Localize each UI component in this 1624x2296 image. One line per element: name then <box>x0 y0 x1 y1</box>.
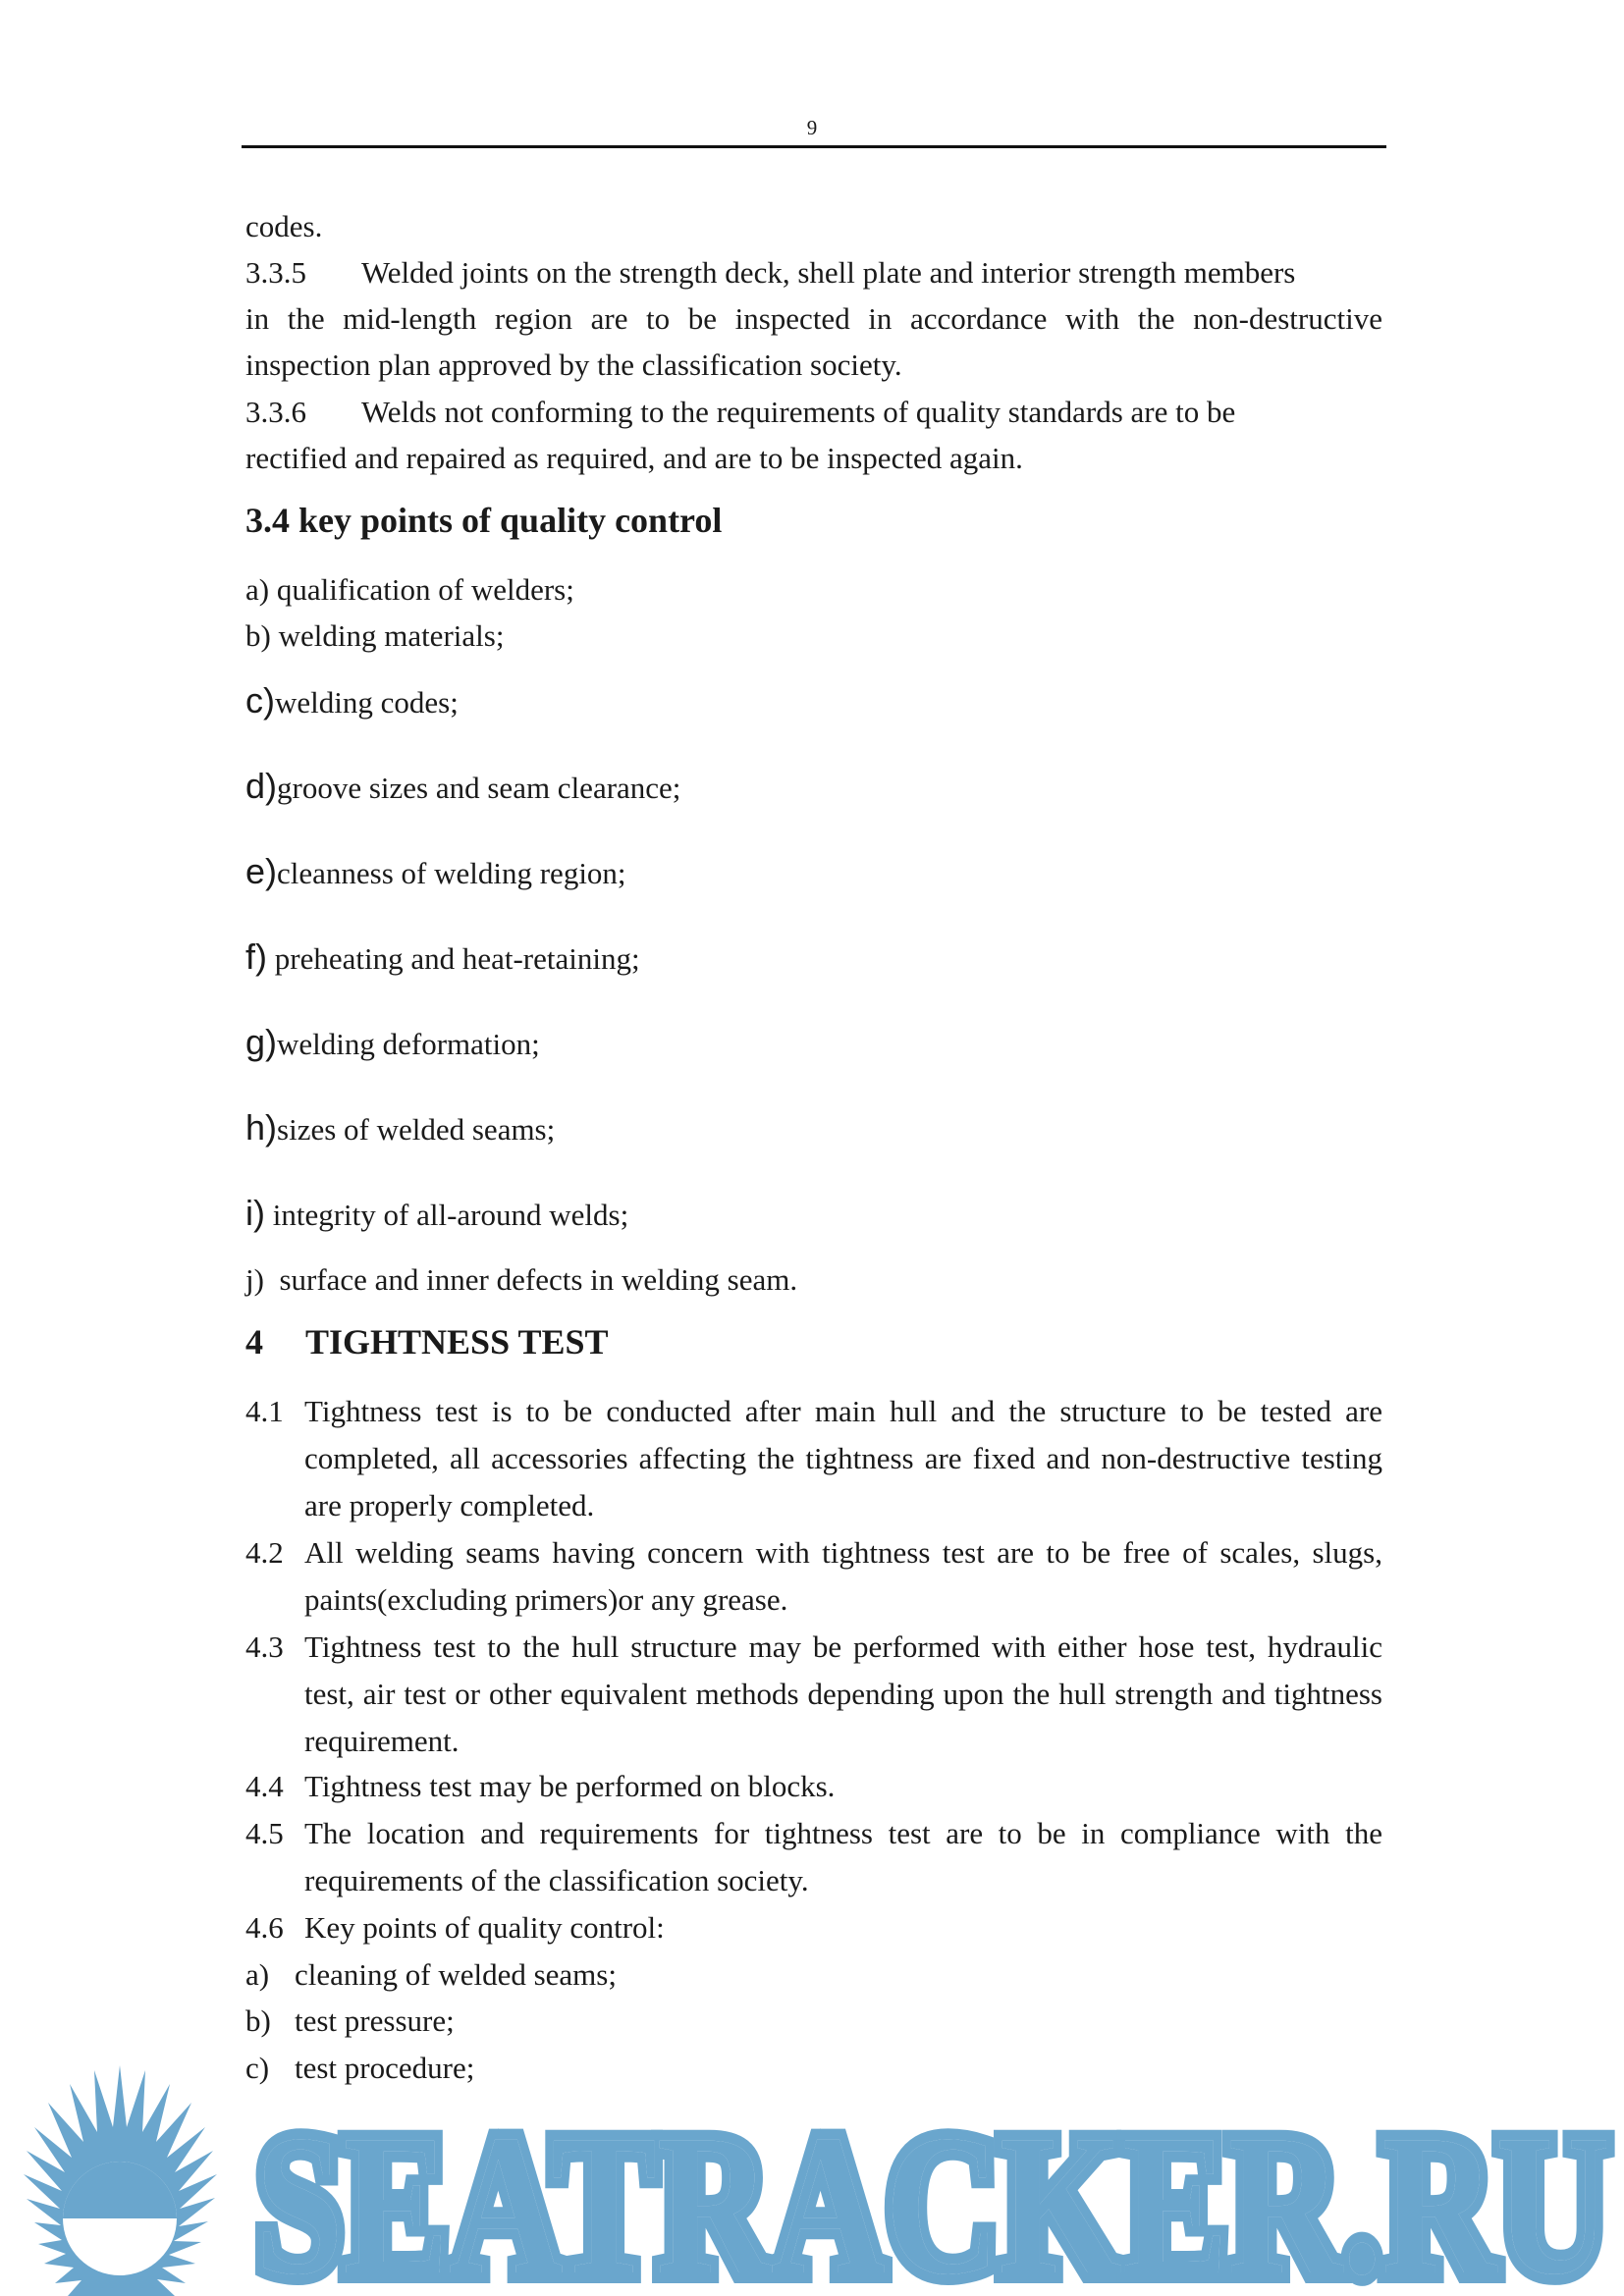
page-number: 9 <box>806 116 818 139</box>
clause-3-3-5 <box>245 253 1295 293</box>
list-item <box>245 2002 455 2041</box>
list-item <box>245 850 626 895</box>
item-text: Tightness test may be performed on blocks. <box>304 1769 836 1803</box>
list-item <box>245 765 680 810</box>
intro-line: codes. <box>245 209 323 243</box>
list-item <box>245 935 640 981</box>
clause-text: Welds not conforming to the requirements of quality standards are to be <box>361 395 1236 429</box>
item-text: welding materials; <box>270 618 505 653</box>
item-text: surface and inner defects in welding seam. <box>263 1262 798 1297</box>
item-number: 4.3 <box>245 1629 284 1664</box>
item-number: 4.6 <box>245 1910 284 1945</box>
item-text: groove sizes and seam clearance; <box>277 771 681 805</box>
item-letter: a) <box>245 572 270 607</box>
item-letter: c) <box>245 680 275 721</box>
item-letter: b) <box>245 2003 271 2038</box>
list-item <box>245 1955 617 1995</box>
clause-number: 3.3.6 <box>245 395 306 429</box>
clause-text-line: inspection plan approved by the classification society. <box>245 347 902 382</box>
item-letter: h) <box>245 1107 278 1148</box>
item-letter: f) <box>245 936 267 977</box>
item-letter: e) <box>245 851 278 891</box>
item-text: test procedure; <box>295 2051 475 2085</box>
section-title: TIGHTNESS TEST <box>305 1322 609 1362</box>
item-number: 4.5 <box>245 1816 284 1850</box>
list-item <box>245 614 504 658</box>
item-letter: j) <box>245 1262 264 1297</box>
list-item <box>245 1192 628 1237</box>
item-letter: i) <box>245 1193 265 1233</box>
item-letter: b) <box>245 618 271 653</box>
list-item <box>245 1258 797 1302</box>
item-text: test pressure; <box>295 2003 455 2038</box>
header-rule <box>242 145 1386 148</box>
list-item <box>245 1388 1382 1529</box>
item-text: welding deformation; <box>277 1027 540 1061</box>
clause-number: 3.3.5 <box>245 255 306 290</box>
list-item <box>245 1021 540 1066</box>
item-text: cleanness of welding region; <box>277 856 626 890</box>
list-item <box>245 1624 1382 1765</box>
item-letter: g) <box>245 1022 278 1062</box>
item-letter: c) <box>245 2051 270 2085</box>
item-text: qualification of welders; <box>269 572 574 607</box>
item-letter: d) <box>245 766 278 806</box>
item-number: 4.4 <box>245 1769 284 1803</box>
list-item <box>245 568 574 612</box>
item-text: integrity of all-around welds; <box>265 1198 629 1232</box>
section-heading-4 <box>245 1320 609 1363</box>
item-number: 4.2 <box>245 1535 284 1570</box>
item-letter: a) <box>245 1957 270 1992</box>
watermark-text-fill: SEATRACKER.RU <box>255 2094 1610 2296</box>
item-text: The location and requirements for tightness test are to be in compliance with the requirements of the classification society. <box>304 1816 1382 1897</box>
item-text: Tightness test to the hull structure may be performed with either hose test, hydraulic test, air test or other equivalent methods depending upon the hull strength and tightness requirement. <box>304 1629 1382 1758</box>
item-text: welding codes; <box>275 685 459 720</box>
watermark-text: SEATRACKER.RU <box>255 2094 1610 2296</box>
list-item <box>245 1904 1382 1951</box>
item-number: 4.1 <box>245 1394 284 1428</box>
item-text: Tightness test is to be conducted after main hull and the structure to be tested are completed, all accessories affecting the tightness are fixed and non-destructive testing are properly completed. <box>304 1394 1382 1522</box>
sun-logo-icon <box>24 2065 217 2296</box>
section-heading-3-4: 3.4 key points of quality control <box>245 501 723 540</box>
clause-3-3-6 <box>245 393 1235 432</box>
list-item <box>245 1763 1382 1810</box>
item-text: sizes of welded seams; <box>277 1112 556 1147</box>
watermark <box>0 2052 1624 2296</box>
item-text: All welding seams having concern with tightness test are to be free of scales, slugs, paints(excluding primers)or any grease. <box>304 1535 1382 1617</box>
list-item <box>245 1106 555 1151</box>
item-text: cleaning of welded seams; <box>295 1957 617 1992</box>
clause-text-line: rectified and repaired as required, and are to be inspected again. <box>245 441 1023 475</box>
clause-text-line: in the mid-length region are to be inspected in accordance with the non-destructive <box>245 301 1382 336</box>
section-number: 4 <box>245 1322 263 1362</box>
item-text: Key points of quality control: <box>304 1910 665 1945</box>
list-item <box>245 679 459 724</box>
clause-text: Welded joints on the strength deck, shell plate and interior strength members <box>361 255 1296 290</box>
item-text: preheating and heat-retaining; <box>267 941 640 976</box>
list-item <box>245 1810 1382 1904</box>
list-item <box>245 1529 1382 1624</box>
